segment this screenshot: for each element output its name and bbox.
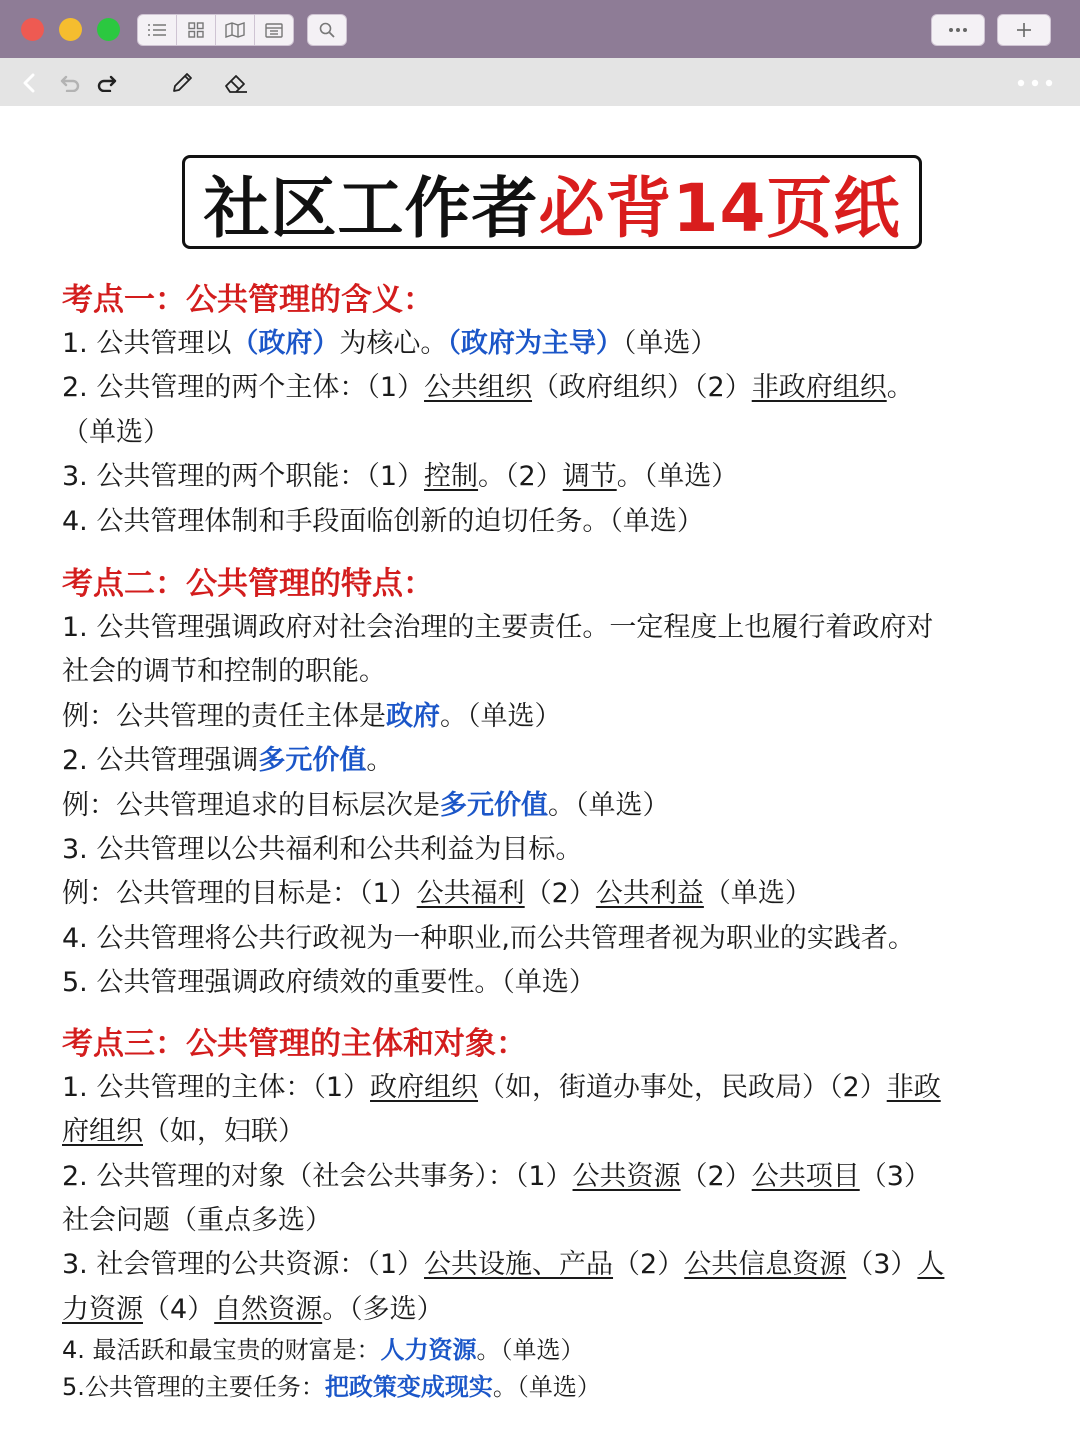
note-line: 1. 公共管理以（政府）为核心。（政府为主导）（单选） [62, 328, 718, 359]
list-icon [148, 23, 166, 37]
note-line: （单选） [62, 416, 170, 448]
chevron-left-icon [22, 73, 36, 93]
window-titlebar [0, 0, 1080, 58]
undo-button[interactable] [55, 68, 85, 98]
minimize-window-button[interactable] [59, 18, 82, 41]
pen-tool-button[interactable] [167, 68, 197, 98]
back-button[interactable] [14, 68, 44, 98]
note-line: 例：公共管理追求的目标层次是多元价值。（单选） [62, 789, 670, 821]
map-view-button[interactable] [216, 15, 255, 45]
title-red: 必背14页纸 [538, 169, 901, 247]
add-button[interactable] [997, 14, 1051, 46]
note-line: 2. 公共管理的两个主体：（1）公共组织（政府组织）（2）非政府组织。 [62, 372, 914, 404]
zoom-window-button[interactable] [97, 18, 120, 41]
redo-button[interactable] [92, 68, 122, 98]
title-black: 社区工作者 [203, 169, 539, 247]
calendar-view-button[interactable] [255, 15, 293, 45]
note-line: 例：公共管理的责任主体是政府。（单选） [62, 700, 562, 732]
note-line: 1. 公共管理的主体：（1）政府组织（如，街道办事处，民政局）（2）非政 [62, 1071, 941, 1103]
search-icon [319, 22, 335, 38]
calendar-icon [265, 22, 283, 38]
page-title [182, 155, 922, 249]
map-icon [225, 22, 245, 38]
ellipsis-icon [1017, 79, 1053, 87]
note-line: 4. 公共管理体制和手段面临创新的迫切任务。（单选） [62, 505, 704, 537]
note-line: 2. 公共管理的对象（社会公共事务）：（1）公共资源（2）公共项目（3） [62, 1160, 931, 1192]
note-line: 3. 公共管理的两个职能：（1）控制。（2）调节。（单选） [62, 461, 739, 493]
more-options-button[interactable] [931, 14, 985, 46]
undo-icon [59, 74, 81, 92]
note-line: 4. 最活跃和最宝贵的财富是：人力资源。（单选） [62, 1336, 585, 1365]
editor-toolbar [0, 58, 1080, 106]
note-line: 1. 公共管理强调政府对社会治理的主要责任。一定程度上也履行着政府对 [62, 612, 934, 644]
note-line: 3. 公共管理以公共福利和公共利益为目标。 [62, 834, 583, 866]
grid-view-button[interactable] [177, 15, 216, 45]
view-mode-group [137, 14, 294, 46]
note-line: 2. 公共管理强调多元价值。 [62, 745, 394, 777]
section-heading: 考点三：公共管理的主体和对象： [62, 1025, 527, 1062]
eraser-icon [223, 71, 249, 95]
pencil-icon [170, 71, 194, 95]
grid-icon [188, 22, 204, 38]
overflow-menu-button[interactable] [1015, 68, 1055, 98]
plus-icon [1016, 22, 1032, 38]
ellipsis-icon [948, 27, 968, 33]
redo-icon [96, 74, 118, 92]
note-line: 力资源（4）自然资源。（多选） [62, 1293, 444, 1325]
eraser-tool-button[interactable] [221, 68, 251, 98]
note-line: 例：公共管理的目标是：（1）公共福利（2）公共利益（单选） [62, 878, 812, 910]
note-line: 3. 社会管理的公共资源：（1）公共设施、产品（2）公共信息资源（3）人 [62, 1249, 945, 1281]
note-line: 府组织（如，妇联） [62, 1116, 305, 1148]
close-window-button[interactable] [21, 18, 44, 41]
note-line: 社会问题（重点多选） [62, 1204, 332, 1236]
list-view-button[interactable] [138, 15, 177, 45]
section-heading: 考点二：公共管理的特点： [62, 566, 434, 603]
note-line: 5.公共管理的主要任务：把政策变成现实。（单选） [62, 1373, 601, 1402]
note-line: 5. 公共管理强调政府绩效的重要性。（单选） [62, 967, 596, 999]
section-heading: 考点一：公共管理的含义： [62, 282, 434, 318]
note-line: 4. 公共管理将公共行政视为一种职业,而公共管理者视为职业的实践者。 [62, 922, 915, 954]
search-button[interactable] [307, 14, 347, 46]
note-content [62, 278, 1052, 1406]
note-line: 社会的调节和控制的职能。 [62, 656, 386, 688]
